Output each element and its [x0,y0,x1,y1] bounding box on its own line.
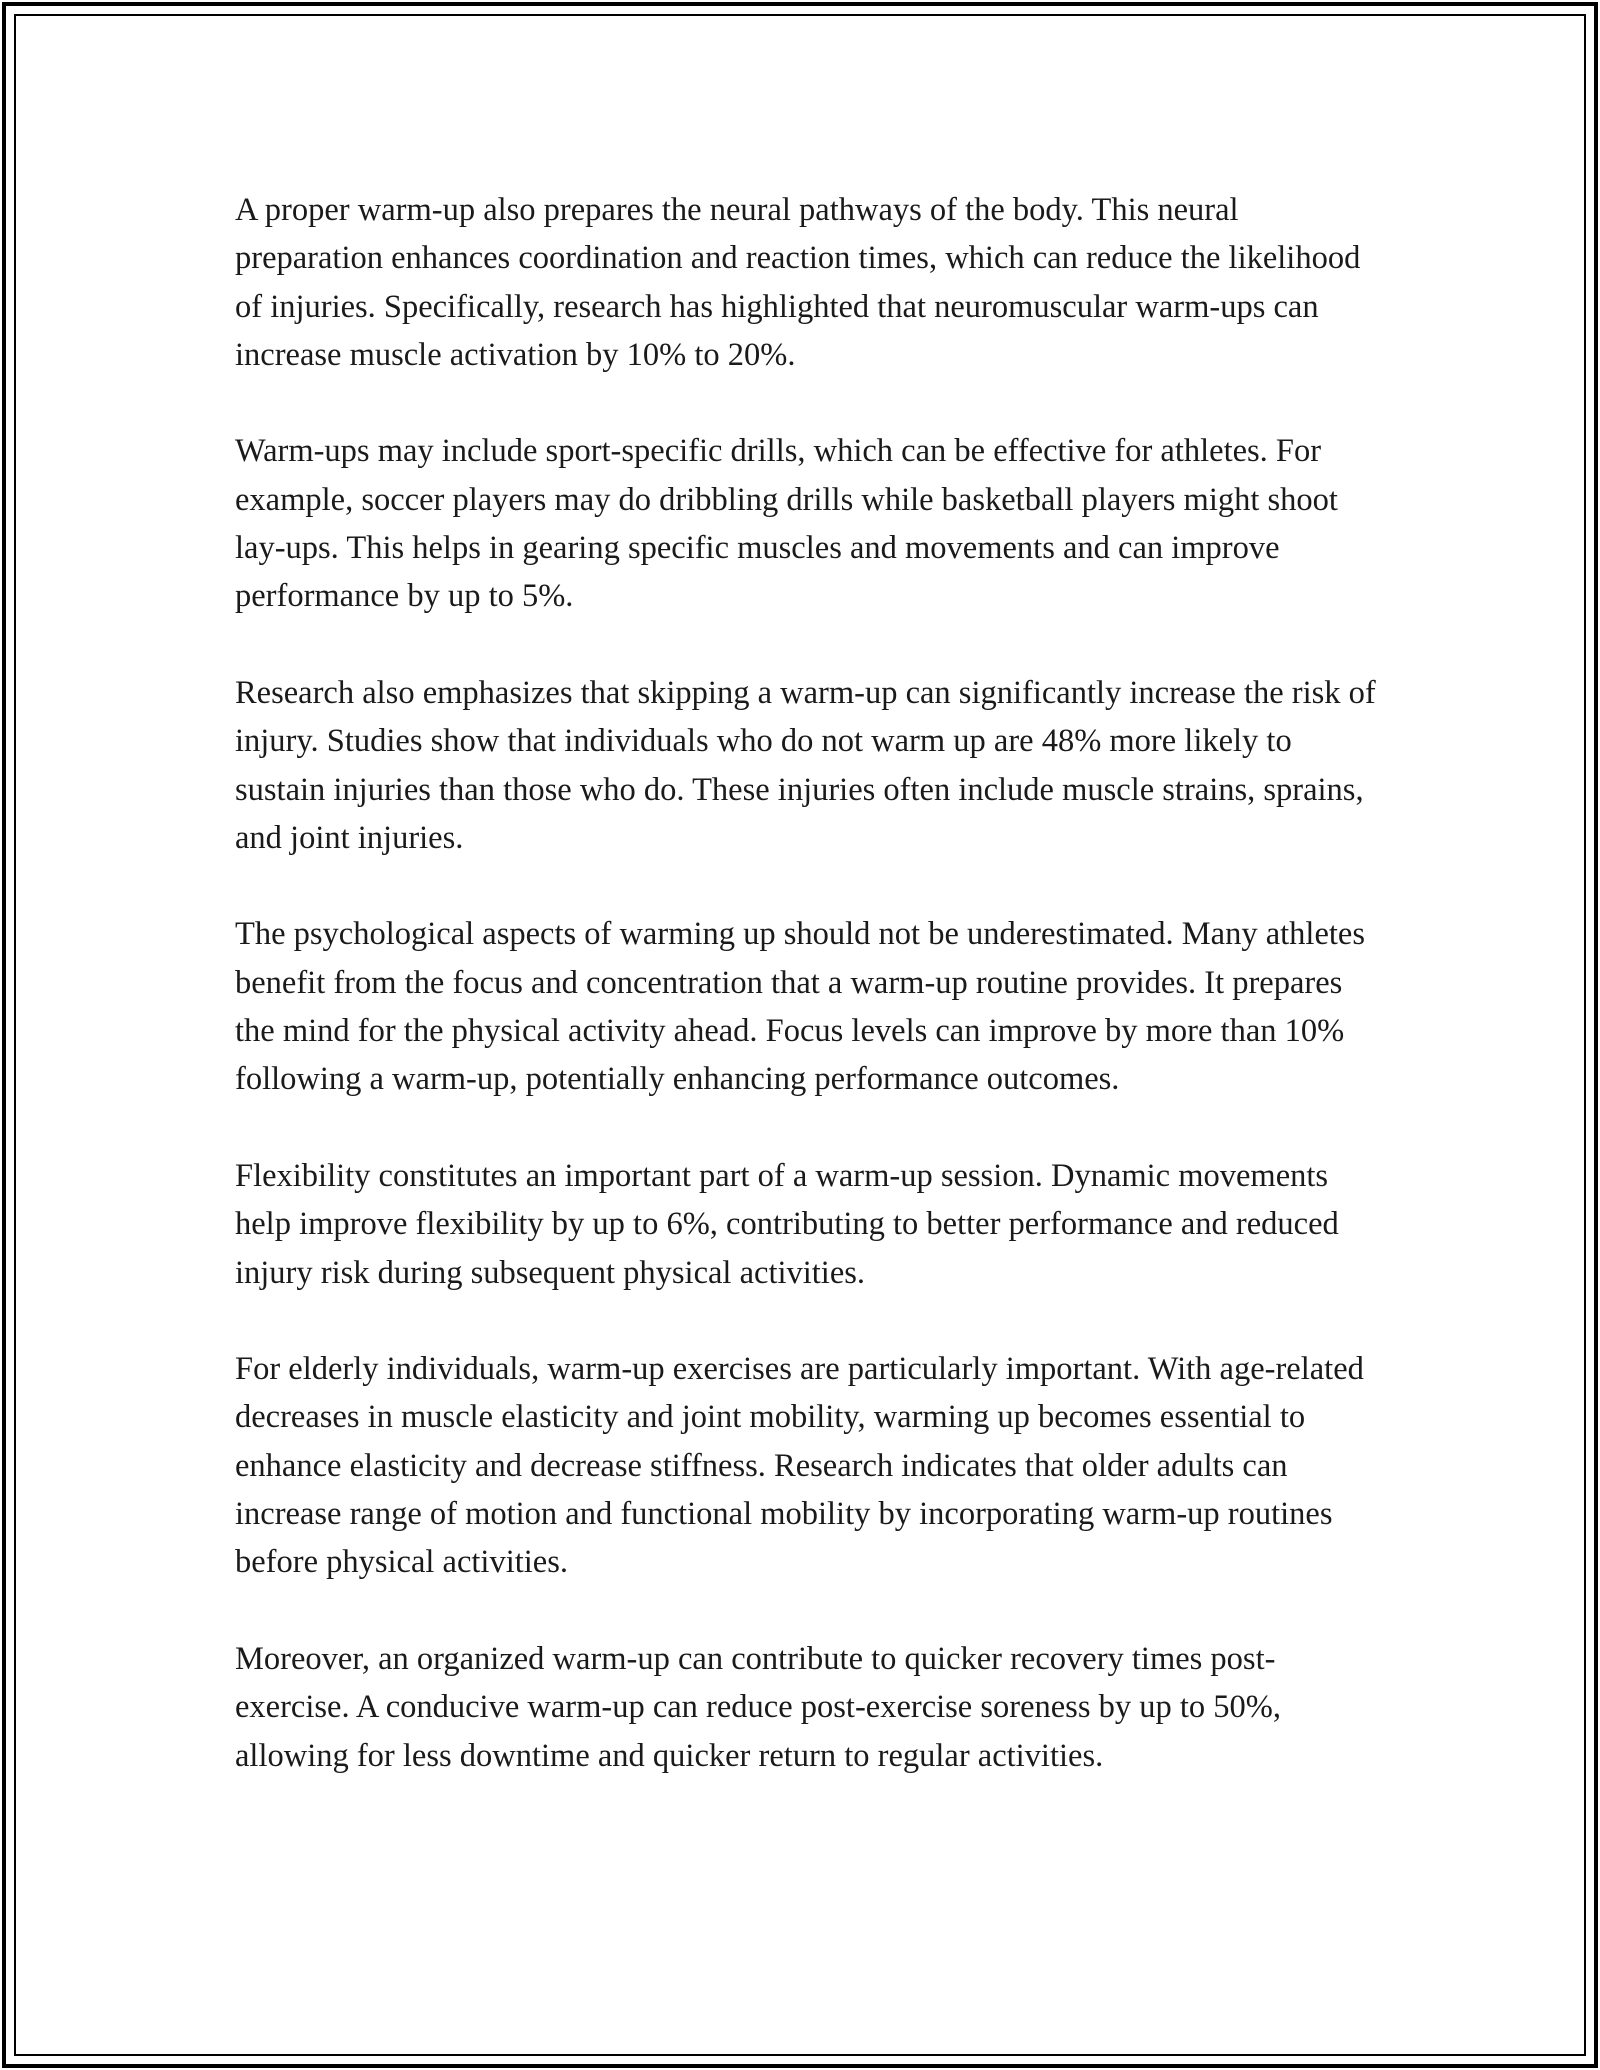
paragraph-sport-specific-drills: Warm-ups may include sport-specific drills, which can be effective for athletes. For example, soccer players may do dribbling drills while basketball players might shoot lay-ups. This helps in gearing specific muscles and movements and can improve performance by up to 5%. [235,433,1338,615]
document-body [235,186,1385,1780]
paragraph-psychological-aspects: The psychological aspects of warming up should not be underestimated. Many athletes benefit from the focus and concentration that a warm-up routine provides. It prepares the mind for the physical activity ahead. Focus levels can improve by more than 10% following a warm-up, potentially enhancing performance outcomes. [235,916,1365,1098]
paragraph-flexibility: Flexibility constitutes an important part of a warm-up session. Dynamic movements help improve flexibility by up to 6%, contributing to better performance and reduced injury risk during subsequent physical activities. [235,1157,1339,1291]
paragraph-elderly-individuals: For elderly individuals, warm-up exercises are particularly important. With age-related decreases in muscle elasticity and joint mobility, warming up becomes essential to enhance elasticity and decrease stiffness. Research indicates that older adults can increase range of motion and functional mobility by incorporating warm-up routines before physical activities. [235,1351,1364,1581]
paragraph-recovery: Moreover, an organized warm-up can contribute to quicker recovery times post-exercise. A conducive warm-up can reduce post-exercise soreness by up to 50%, allowing for less downtime and quicker return to regular activities. [235,1640,1281,1774]
paragraph-neural-preparation: A proper warm-up also prepares the neural pathways of the body. This neural preparation enhances coordination and reaction times, which can reduce the likelihood of injuries. Specifically, research has highlighted that neuromuscular warm-ups can increase muscle activation by 10% to 20%. [235,192,1361,373]
paragraph-injury-risk: Research also emphasizes that skipping a warm-up can significantly increase the risk of injury. Studies show that individuals who do not warm up are 48% more likely to sustain injuries than those who do. These injuries often include muscle strains, sprains, and joint injuries. [235,674,1376,856]
